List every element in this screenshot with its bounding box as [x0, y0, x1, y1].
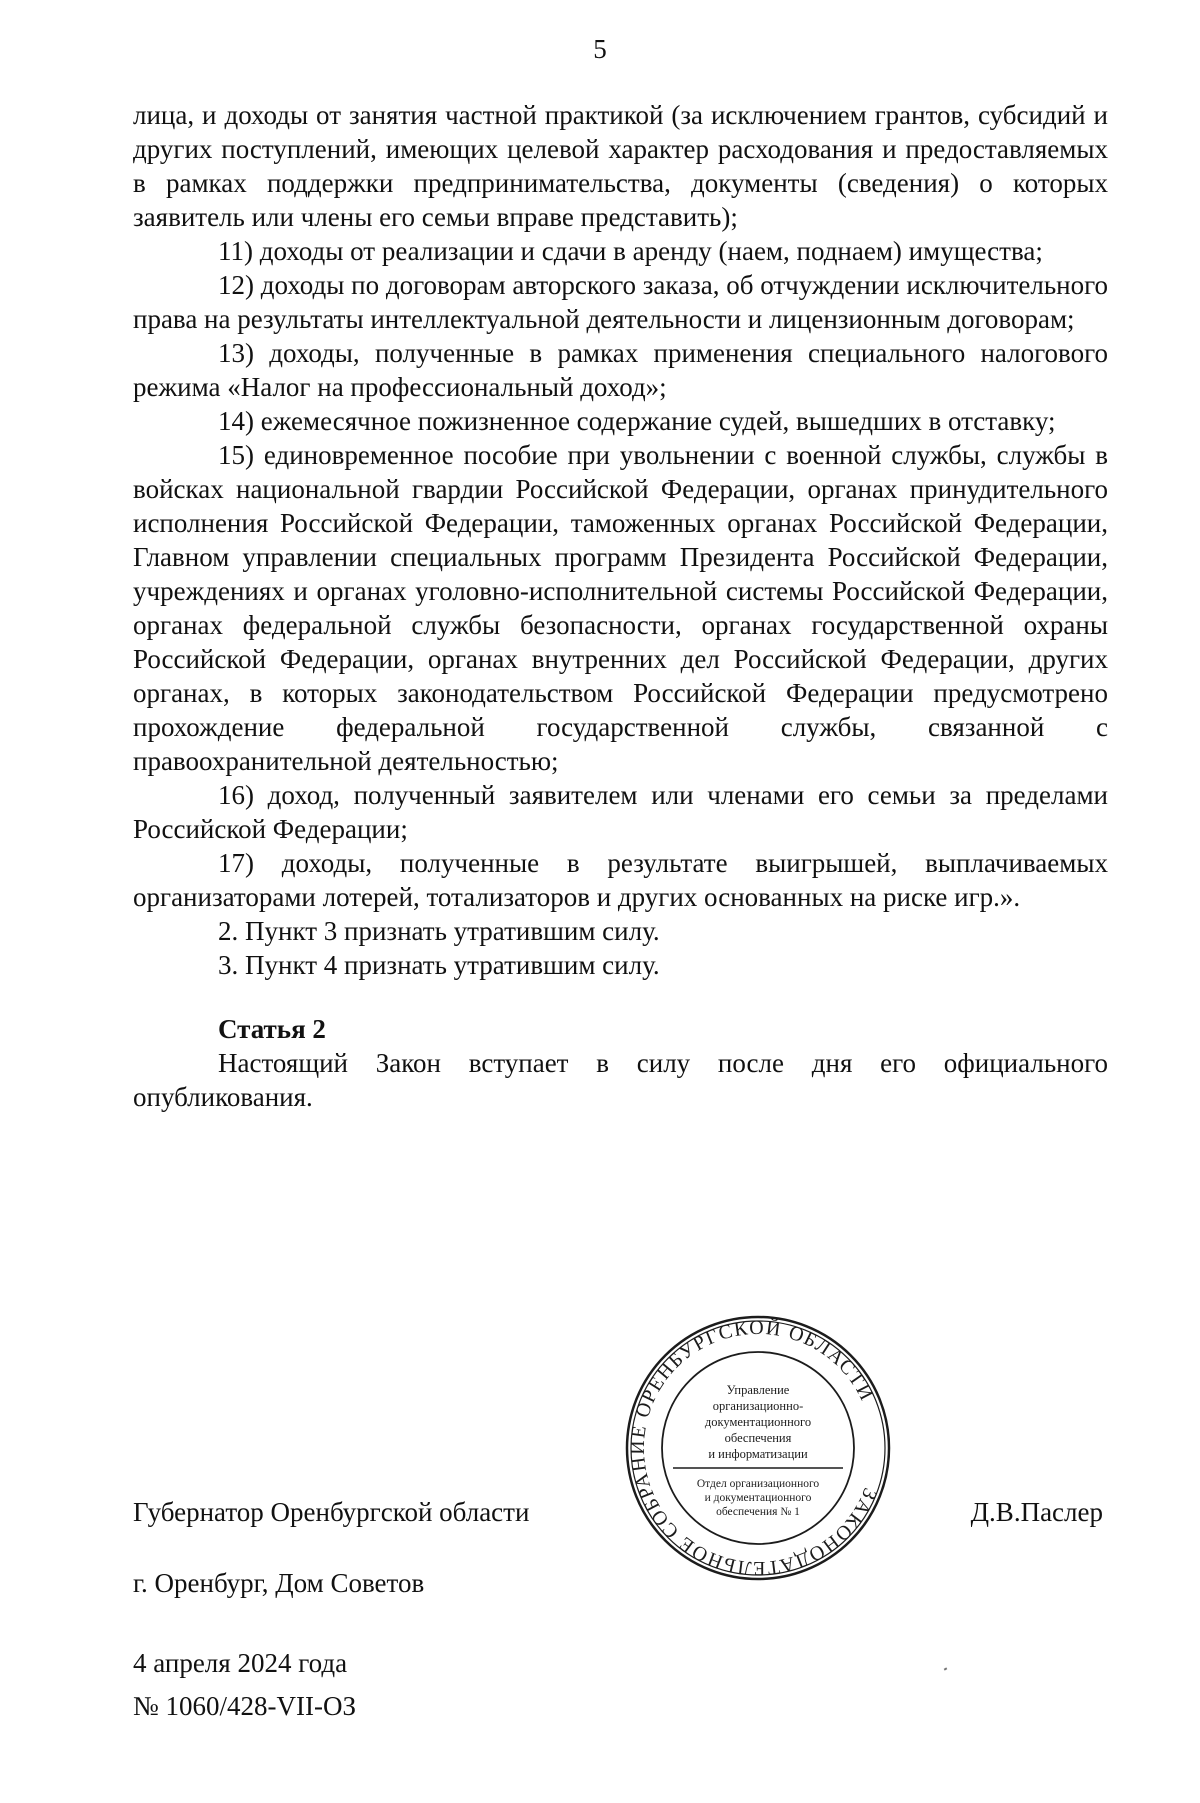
stamp-line-6: Отдел организационного	[696, 1478, 820, 1490]
official-stamp	[625, 1315, 891, 1581]
stamp-line-5: и информатизации	[708, 1447, 808, 1461]
stamp-line-1: Управление	[726, 1383, 790, 1397]
stamp-line-3: документационного	[704, 1415, 812, 1429]
stamp-ring-text: ЗАКОНОДАТЕЛЬНОЕ СОБРАНИЕ ОРЕНБУРГСКОЙ ОБЛАСТИ	[626, 1316, 881, 1580]
signatory-name: Д.В.Паслер	[970, 1497, 1103, 1527]
article-heading: Статья 2	[218, 1014, 326, 1044]
scan-speck	[944, 1667, 948, 1670]
stamp-line-2: организационно-	[712, 1399, 804, 1413]
paragraph-item-16: 16) доход, полученный заявителем или членами его семьи за пределами Российской Федерации;	[133, 780, 1108, 844]
law-number: № 1060/428-VII-ОЗ	[133, 1691, 357, 1721]
signatory-title: Губернатор Оренбургской области	[133, 1497, 530, 1527]
date-block	[133, 1642, 356, 1728]
paragraph-item-13: 13) доходы, полученные в рамках применения специального налогового режима «Налог на профессиональный доход»;	[133, 338, 1108, 402]
stamp-line-8: обеспечения № 1	[716, 1506, 800, 1518]
article-text: Настоящий Закон вступает в силу после дня его официального опубликования.	[133, 1048, 1108, 1112]
paragraph-item-15: 15) единовременное пособие при увольнении с военной службы, службы в войсках национальной гвардии Российской Федерации, органах принудительного исполнения Российской Федерации, таможенных органах Российской Федерации, Главном управлении специальных программ Президента Российской Федерации, учреждениях и органах уголовно-исполнительной системы Российской Федерации, органах федеральной службы безопасности, органах государственной охраны Российской Федерации, органах внутренних дел Российской Федерации, других органах, в которых законодательством Российской Федерации предусмотрено прохождение федеральной государственной службы, связанной с правоохранительной деятельностью;	[133, 440, 1108, 776]
paragraph-item-17: 17) доходы, полученные в результате выигрышей, выплачиваемых организаторами лотерей, тотализаторов и других основанных на риске игр.».	[133, 848, 1108, 912]
paragraph-item-12: 12) доходы по договорам авторского заказа, об отчуждении исключительного права на результаты интеллектуальной деятельности и лицензионным договорам;	[133, 270, 1108, 334]
page-number: 5	[593, 34, 607, 64]
paragraph-item-14: 14) ежемесячное пожизненное содержание судей, вышедших в отставку;	[218, 406, 1056, 436]
document-body	[133, 98, 1108, 1114]
paragraph-continuation: лица, и доходы от занятия частной практикой (за исключением грантов, субсидий и других поступлений, имеющих целевой характер расходования и предоставляемых в рамках поддержки предпринимательства, документы (сведения) о которых заявитель или члены его семьи вправе представить);	[133, 100, 1108, 232]
signing-date: 4 апреля 2024 года	[133, 1648, 348, 1678]
paragraph-point-3: 3. Пункт 4 признать утратившим силу.	[218, 950, 660, 980]
signing-place: г. Оренбург, Дом Советов	[133, 1568, 425, 1598]
stamp-line-7: и документационного	[704, 1492, 812, 1504]
paragraph-point-2: 2. Пункт 3 признать утратившим силу.	[218, 916, 660, 946]
paragraph-item-11: 11) доходы от реализации и сдачи в аренду (наем, поднаем) имущества;	[218, 236, 1043, 266]
stamp-line-4: обеспечения	[724, 1431, 792, 1445]
